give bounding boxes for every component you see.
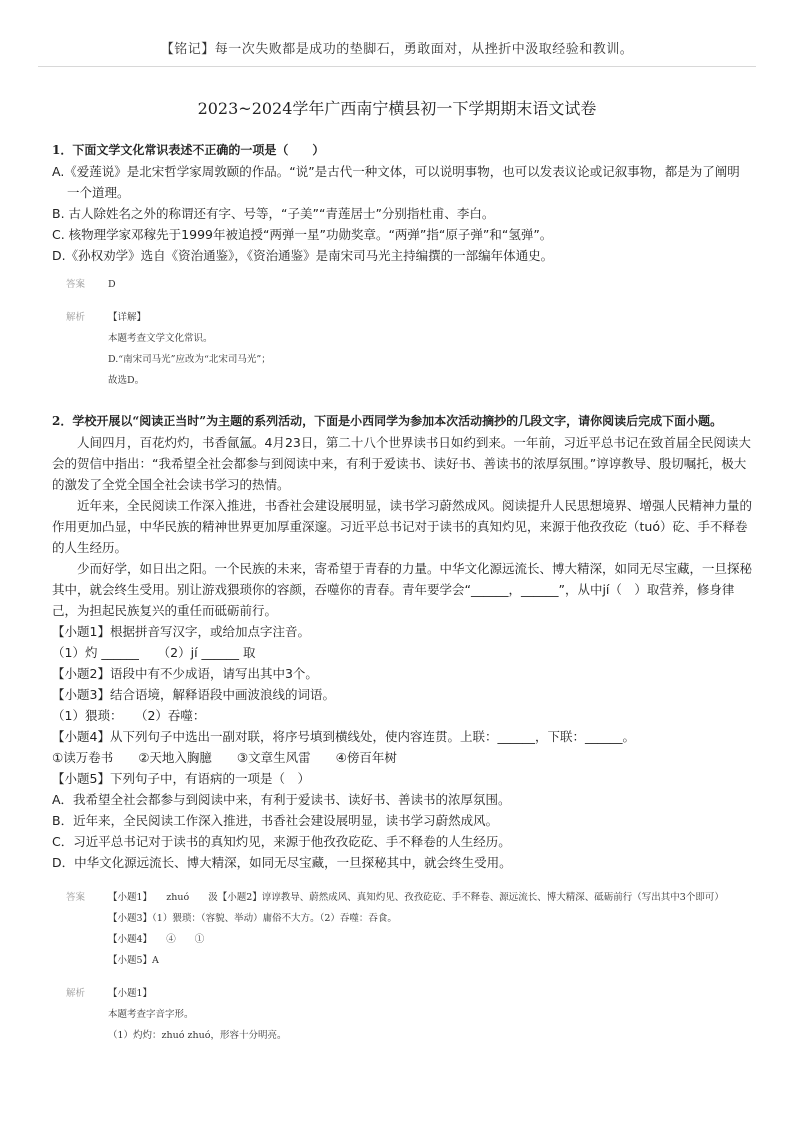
sub-question-blanks: （1）灼 ______ （2）jí ______ 取 xyxy=(52,645,256,660)
exam-content xyxy=(52,140,752,1046)
answer-line: 【小题3】（1）猥琐：（容貌、举动）庸俗不大方。（2）吞噬：吞食。 xyxy=(108,913,397,924)
header-divider xyxy=(38,66,756,67)
answer-label: 答案 xyxy=(66,279,86,290)
answer-line: 【小题5】A xyxy=(108,955,159,966)
passage-paragraph: 人间四月，百花灼灼，书香氤氲。4月23日，第二十八个世界读书日如约到来。一年前，习近平总书记在致首届全民阅读大会的贺信中指出：“我希望全社会都参与到阅读中来，有利于爱读书、读好书、善读书的浓厚氛围。”谆谆教导、殷切嘱托，极大的激发了全党全国全社会读书学习的热情。 xyxy=(52,435,751,492)
sub-question: 【小题1】根据拼音写汉字，或给加点字注音。 xyxy=(52,624,310,639)
answer-value: D xyxy=(108,279,116,290)
answer-section xyxy=(52,887,752,1046)
sub-question: 【小题3】结合语境，解释语段中画波浪线的词语。 xyxy=(52,687,335,702)
question-2 xyxy=(52,411,752,1046)
analysis-line: 【详解】 xyxy=(108,312,147,323)
option-c: C. 核物理学家邓稼先于1999年被追授“两弹一星”功勋奖章。“两弹”指“原子弹”和“氢弹”。 xyxy=(52,227,553,242)
passage-paragraph: 少而好学，如日出之阳。一个民族的未来，寄希望于青春的力量。中华文化源远流长、博大精深，如同无尽宝藏，一旦探秘其中，就会终生受用。别让游戏猥琐你的容颜，吞噬你的青春。青年要学会“______，______”，从中jí（ ）取营养，修身律己，为担起民族复兴的重任而砥砺前行。 xyxy=(52,561,753,618)
analysis-line: D.“南宋司马光”应改为“北宋司马光”； xyxy=(108,354,271,365)
question-1 xyxy=(52,140,752,391)
answer-line: 【小题4】 ④ ① xyxy=(108,934,205,945)
option-c: C．习近平总书记对于读书的真知灼见，来源于他孜孜矻矻、手不释卷的人生经历。 xyxy=(52,834,511,849)
analysis-line: 本题考查文学文化常识。 xyxy=(108,333,213,344)
sub-question-blanks: （1）猥琐： （2）吞噬： xyxy=(52,708,206,723)
analysis-label: 解析 xyxy=(66,988,86,999)
option-a: A．我希望全社会都参与到阅读中来，有利于爱读书、读好书、善读书的浓厚氛围。 xyxy=(52,792,511,807)
answer-line: 【小题1】 zhuó 汲【小题2】谆谆教导、蔚然成风、真知灼见、孜孜矻矻、手不释卷、源远流长、博大精深、砥砺前行（写出其中3个即可） xyxy=(108,892,724,903)
sub-question: 【小题4】从下列句子中选出一副对联，将序号填到横线处，使内容连贯。上联：______，下联：______。 xyxy=(52,729,635,744)
option-a: A.《爱莲说》是北宋哲学家周敦颐的作品。“说”是古代一种文体，可以说明事物，也可以发表议论或记叙事物，都是为了阐明一个道理。 xyxy=(52,164,740,200)
analysis-line: 【小题1】 xyxy=(108,988,153,999)
passage-paragraph: 近年来，全民阅读工作深入推进，书香社会建设展明显，读书学习蔚然成风。阅读提升人民思想境界、增强人民精神力量的作用更加凸显，中华民族的精神世界更加厚重深邃。习近平总书记对于读书的真知灼见，来源于他孜孜矻（tuó）矻、手不释卷的人生经历。 xyxy=(52,498,753,555)
analysis-line: 本题考查字音字形。 xyxy=(108,1009,194,1020)
option-d: D．中华文化源远流长、博大精深，如同无尽宝藏，一旦探秘其中，就会终生受用。 xyxy=(52,855,512,870)
analysis-line: （1）灼灼：zhuó zhuó，形容十分明亮。 xyxy=(108,1030,287,1041)
answer-label: 答案 xyxy=(66,892,86,903)
analysis-line: 故选D。 xyxy=(108,375,145,386)
option-d: D.《孙权劝学》选自《资治通鉴》，《资治通鉴》是南宋司马光主持编撰的一部编年体通史。 xyxy=(52,248,554,263)
sub-question: 【小题5】下列句子中，有语病的一项是（ ） xyxy=(52,771,310,786)
option-b: B．近年来，全民阅读工作深入推进，书香社会建设展明显，读书学习蔚然成风。 xyxy=(52,813,499,828)
option-b: B. 古人除姓名之外的称谓还有字、号等，“子美”“青莲居士”分别指杜甫、李白。 xyxy=(52,206,495,221)
question-stem: 1．下面文学文化常识表述不正确的一项是（ ） xyxy=(52,143,325,157)
page-title: 2023~2024学年广西南宁横县初一下学期期末语文试卷 xyxy=(197,99,597,118)
motto-header: 【铭记】每一次失败都是成功的垫脚石，勇敢面对，从挫折中汲取经验和教训。 xyxy=(160,42,634,57)
sub-question: 【小题2】语段中有不少成语，请写出其中3个。 xyxy=(52,666,318,681)
question-stem: 2．学校开展以“阅读正当时”为主题的系列活动，下面是小西同学为参加本次活动摘抄的几段文字，请你阅读后完成下面小题。 xyxy=(52,414,723,428)
couplet-options: ①读万卷书 ②天地入胸臆 ③文章生风雷 ④傍百年树 xyxy=(52,750,397,765)
analysis-label: 解析 xyxy=(66,312,86,323)
answer-section xyxy=(52,274,752,391)
